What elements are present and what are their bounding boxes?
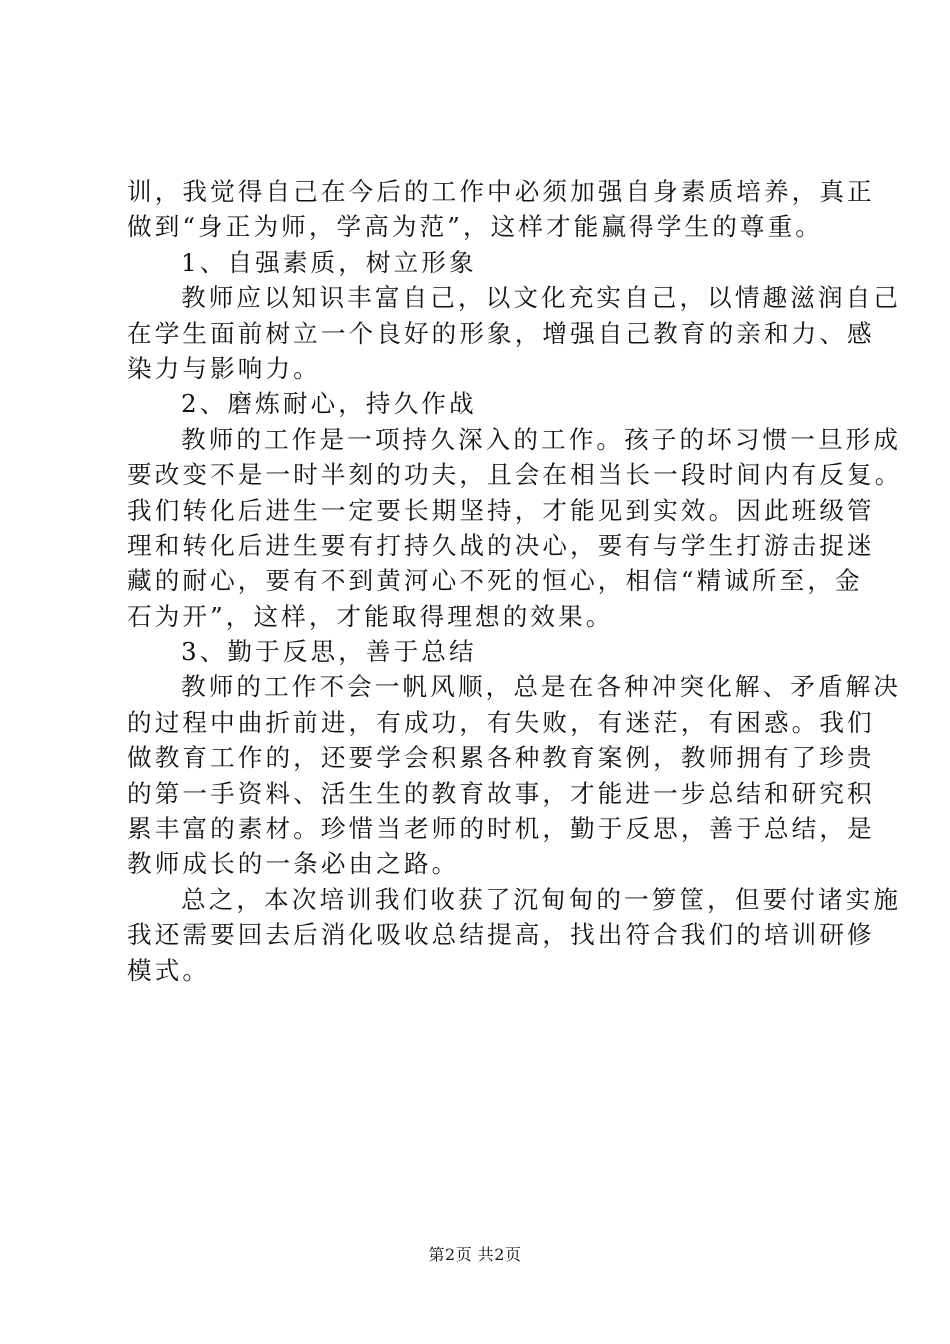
text-line: 在学生面前树立一个良好的形象，增强自己教育的亲和力、感: [127, 318, 875, 348]
text-line: 我还需要回去后消化吸收总结提高，找出符合我们的培训研修: [127, 920, 875, 950]
text-line: 教师的工作是一项持久深入的工作。孩子的坏习惯一旦形成: [181, 424, 902, 454]
text-line: 我们转化后进生一定要长期坚持，才能见到实效。因此班级管: [127, 495, 875, 525]
text-line: 模式。: [127, 955, 211, 985]
text-line: 训，我觉得自己在今后的工作中必须加强自身素质培养，真正: [127, 177, 875, 206]
text-line: 3、勤于反思，善于总结: [181, 637, 477, 667]
text-line: 教师的工作不会一帆风顺，总是在各种冲突化解、矛盾解决: [181, 672, 902, 702]
text-line: 做教育工作的，还要学会积累各种教育案例，教师拥有了珍贵: [127, 743, 875, 773]
text-line: 染力与影响力。: [127, 353, 321, 383]
text-line: 累丰富的素材。珍惜当老师的时机，勤于反思，善于总结，是: [127, 814, 875, 844]
text-line: 1、自强素质，树立形象: [181, 247, 477, 277]
text-line: 2、磨炼耐心，持久作战: [181, 389, 477, 419]
text-line: 的过程中曲折前进，有成功，有失败，有迷茫，有困惑。我们: [127, 707, 875, 737]
text-line: 要改变不是一时半刻的功夫，且会在相当长一段时间内有反复。: [127, 460, 903, 490]
text-line: 教师成长的一条必由之路。: [127, 849, 460, 879]
page-footer: 第2页 共2页: [428, 1245, 522, 1264]
text-line: 总之，本次培训我们收获了沉甸甸的一箩筐，但要付诸实施: [181, 884, 902, 914]
text-line: 教师应以知识丰富自己，以文化充实自己，以情趣滋润自己: [181, 283, 902, 313]
text-line: 石为开”，这样，才能取得理想的效果。: [127, 601, 614, 631]
text-line: 的第一手资料、活生生的教育故事，才能进一步总结和研究积: [127, 778, 875, 808]
text-line: 藏的耐心，要有不到黄河心不死的恒心，相信“精诚所至，金: [127, 566, 863, 596]
text-line: 理和转化后进生要有打持久战的决心，要有与学生打游击捉迷: [127, 530, 875, 560]
document-body: [127, 174, 903, 988]
text-line: 做到“身正为师，学高为范”，这样才能赢得学生的尊重。: [127, 212, 823, 242]
